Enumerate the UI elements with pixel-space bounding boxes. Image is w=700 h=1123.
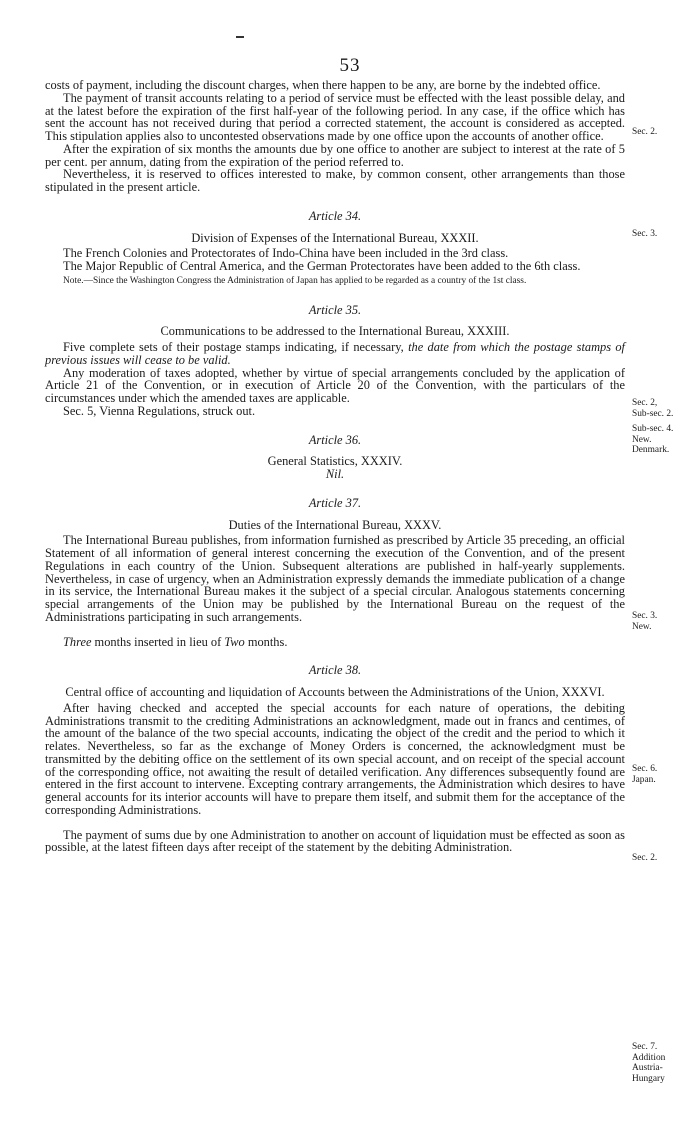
- paragraph: The French Colonies and Protectorates of Indo-China have been included in the 3rd class.: [63, 246, 509, 261]
- article-34-label: Article 34.: [308, 208, 362, 223]
- margin-note: Sec. 2.: [632, 853, 658, 863]
- paragraph: The Major Republic of Central America, and the German Protectorates have been added to the 6th class.: [63, 259, 581, 273]
- article-35-heading: Communications to be addressed to the International Bureau, XXXIII.: [160, 324, 510, 339]
- page-body: [45, 79, 625, 854]
- article-38-heading: Central office of accounting and liquidation of Accounts between the Administrations of the Union, XXXVI.: [65, 685, 605, 699]
- article-37-label: Article 37.: [308, 495, 362, 510]
- article-35-label: Article 35.: [308, 302, 362, 317]
- margin-note: Sec. 2, Sub-sec. 2.: [632, 398, 674, 419]
- paragraph: Five complete sets of their postage stamps indicating, if necessary, the date from which the postage stamps of previous issues will cease to be valid.: [45, 340, 625, 367]
- article-34-heading: Division of Expenses of the International Bureau, XXXII.: [191, 230, 479, 245]
- paragraph: The payment of transit accounts relating to a period of service must be effected with the least possible delay, and at the latest before the expiration of the first half-year of the following period. In any case, if the office which has sent the account has not received during that period a corrected statement, the account is considered as accepted. This stipulation applies also to uncontested observations made by one office upon the accounts of another office.: [45, 90, 625, 143]
- paragraph: Nevertheless, it is reserved to offices interested to make, by common consent, other arrangements than those stipulated in the present article.: [45, 167, 625, 194]
- article-37-heading: Duties of the International Bureau, XXXV.: [228, 517, 442, 532]
- article-38-label: Article 38.: [308, 663, 362, 678]
- margin-note: Sec. 3.: [632, 229, 658, 239]
- margin-note: Sec. 7. Addition Austria- Hungary: [632, 1042, 666, 1084]
- margin-note: Sub-sec. 4. New. Denmark.: [632, 424, 674, 455]
- page-number: 53: [339, 55, 361, 76]
- paragraph: costs of payment, including the discount charges, when there happen to be any, are borne by the indebted office.: [45, 78, 601, 92]
- paragraph: The International Bureau publishes, from information furnished as prescribed by Article 35 preceding, an official Statement of all information of general interest concerning the execution of the Convention, and of the present Regulations in each country of the Union. Subsequent alterations are published in half-yearly supplements. Nevertheless, in case of urgency, when an Administration expressly demands the immediate publication of a change in its service, the International Bureau makes it the subject of a special circular. Analogous statements concerning special arrangements of the Union may be published by the International Bureau on the request of the Administrations participating in such arrangements.: [45, 533, 625, 624]
- paragraph: The payment of sums due by one Administration to another on account of liquidation must be effected as soon as possible, at the latest fifteen days after receipt of the statement by the debiting Administration.: [45, 827, 625, 855]
- paragraph: After the expiration of six months the amounts due by one office to another are subject to interest at the rate of 5 per cent. per annum, dating from the expiration of the period referred to.: [45, 141, 625, 169]
- paragraph: Sec. 5, Vienna Regulations, struck out.: [63, 403, 256, 418]
- page-mark: [236, 36, 244, 38]
- margin-note: Sec. 2.: [632, 127, 658, 137]
- article-36-heading: General Statistics, XXXIV.: [267, 454, 403, 469]
- margin-note: Sec. 6. Japan.: [632, 764, 658, 785]
- paragraph: Three months inserted in lieu of Two months.: [63, 634, 288, 649]
- paragraph: After having checked and accepted the special accounts for each nature of operations, the debiting Administrations transmit to the crediting Administrations an acknowledgment, made out in francs and centimes, of the amount of the balance of the two special accounts, indicating the object of the credit and the period to which it relates. Nevertheless, so far as the exchange of Money Orders is concerned, the acknowledgment must be transmitted by the debiting office on the settlement of its own special account, and on receipt of the special account of the corresponding office, not awaiting the result of detailed verification. Any differences subsequently found are entered in the first account to intervene. Excepting contrary arrangements, the Administration which desires to have general accounts for its interior accounts will have to prepare them itself, and submit them for the acceptance of the corresponding Administrations.: [45, 700, 625, 817]
- article-36-label: Article 36.: [308, 432, 362, 447]
- margin-note: Sec. 3. New.: [632, 611, 658, 632]
- paragraph: Any moderation of taxes adopted, whether by virtue of special arrangements concluded by the application of Article 21 of the Convention, or in execution of Article 20 of the Convention, with the particulars of the circumstances under which the amended taxes are applicable.: [45, 365, 625, 405]
- note: Note.—Since the Washington Congress the Administration of Japan has applied to be regarded as a country of the 1st class.: [63, 275, 527, 286]
- article-36-nil: Nil.: [325, 467, 345, 481]
